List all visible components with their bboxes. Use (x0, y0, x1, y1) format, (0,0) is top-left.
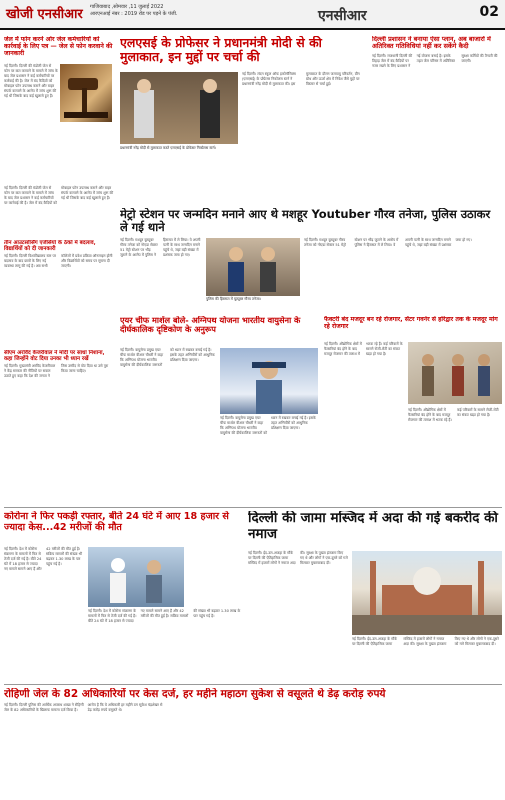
article-body-cont: नई दिल्ली। देश में कोरोना संक्रमण के मामलों में फिर से तेजी दर्ज की गई है। बीते 24 घंटे में 18 हजार से ज्यादा नए मामले सामने आए हैं और 42 मरीजों की मौत हुई है। सक्रिय मामलों की संख्या भी बढ़कर 1.30 लाख के पार पहुंच गई है। (88, 609, 241, 623)
article-body: नई दिल्ली। दिल्ली पुलिस की आर्थिक अपराध शाखा ने रोहिणी जेल के 82 अधिकारियों के खिलाफ मामला दर्ज किया है। आरोप है कि ये अधिकारी हर महीने ठग सुकेश चंद्रशेखर से डेढ़ करोड़ रुपये वसूलते थे। (4, 703, 163, 713)
article-headline: एयर चीफ मार्शल बोले- अग्निपथ योजना भारतीय वायुसेना के दीर्घकालिक दृष्टिकोण के अनुरूप (120, 316, 301, 335)
workers-illustration (408, 342, 502, 404)
photo-caption: पुलिस की हिरासत में यूट्यूबर गौरव तनेजा। (206, 297, 261, 301)
youtuber-photo (206, 238, 300, 296)
modi-meeting-photo (120, 72, 238, 144)
article-headline: तीन आउटसोर्सिंग एजेंसियों के ठेकों में बदलाव, विद्यार्थियों को दी जानकारी (4, 240, 96, 253)
article-body-cont: नई दिल्ली। ईद-उल-अजहा के मौके पर दिल्ली की ऐतिहासिक जामा मस्जिद में हजारों लोगों ने नमाज अदा की। सुरक्षा के पुख्ता इंतजाम किए गए थे और लोगों ने एक-दूसरे को गले मिलकर मुबारकबाद दी। (352, 637, 499, 646)
article-rohini-jail (4, 688, 502, 798)
article-headline: दिल्ली की जामा मस्जिद में अदा की गई बकरीद की नमाज (248, 511, 498, 542)
article-body: नई दिल्ली। राजधानी दिल्ली की तिहाड़ जेल में बंद कैदियों पर नजर रखने के लिए प्रशासन ने नई योजना बनाई है। इसके तहत जेल परिसर में अतिरिक्त सुरक्षा कर्मियों की तैनाती की जाएगी। (372, 53, 498, 68)
workers-photo (408, 342, 502, 404)
people-illustration (206, 238, 300, 296)
article-body: नई दिल्ली। लंदन स्कूल ऑफ इकोनॉमिक्स (एलएसई) के प्रोफेसर निकोलस स्टर्न ने प्रधानमंत्री नरेंद्र मोदी से मुलाकात की। इस मुलाकात के दौरान जलवायु परिवर्तन, ग्रीन ग्रोथ और ऊर्जा क्षेत्र में निवेश जैसे मुद्दों पर विस्तार से चर्चा हुई। (242, 72, 360, 86)
article-headline: एलएसई के प्रोफेसर ने प्रधानमंत्री मोदी से की मुलाकात, इन मुद्दों पर चर्चा की (120, 36, 322, 65)
article-lse-modi (120, 36, 366, 206)
article-headline: मेट्रो स्टेशन पर जन्मदिन मनाने आए थे मशहूर Youtuber गौरव तनेजा, पुलिस उठाकर ले गई थाने (120, 208, 491, 235)
article-corona (4, 511, 242, 681)
page-number: 02 (479, 4, 499, 20)
article-body: नई दिल्ली। मुख्यमंत्री अरविंद केजरीवाल ने केंद्र सरकार की नीतियों पर सवाल उठाते हुए कहा कि देश की जनता ने जिस उम्मीद से वोट दिया था उसे पूरा किया जाना चाहिए। (4, 364, 109, 379)
article-jama-masjid (248, 511, 502, 681)
article-kejriwal (4, 350, 114, 490)
article-body: नई दिल्ली। औद्योगिक क्षेत्रों में फैक्टरियां बंद होने के बाद मजदूर रोजगार की तलाश में भटक रहे हैं। कई परिवारों के सामने रोजी-रोटी का संकट खड़ा हो गया है। (324, 342, 403, 356)
article-jail-phone (4, 36, 114, 236)
article-headline: सीएम अरविंद केजरीवाल ने मोदी पर साधा निशाना, कहा जिन्होंने वोट दिया उनका भी ध्यान रखें (4, 350, 105, 363)
article-headline: दिल्ली प्रशासन ने बनाया ऐसा प्लान, अब बाजारों में अतिरिक्त गतिविधियां नहीं कर सकेंगे कैदी (372, 36, 491, 51)
article-factory-workers (324, 316, 502, 502)
article-body-cont: नई दिल्ली। वायुसेना प्रमुख एयर चीफ मार्शल वीआर चौधरी ने कहा कि अग्निपथ योजना भारतीय वायुसेना की दीर्घकालिक जरूरतों को ध्यान में रखकर बनाई गई है। इसके तहत अग्निवीरों को आधुनिक प्रशिक्षण दिया जाएगा। (220, 416, 316, 435)
article-body: नई दिल्ली। मशहूर यूट्यूबर गौरव तनेजा को नोएडा सेक्टर 51 मेट्रो स्टेशन पर भीड़ जुटाने के आरोप में पुलिस ने हिरासत में ले लिया। वे अपनी पत्नी के साथ जन्मदिन मनाने पहुंचे थे, जहां बड़ी संख्या में प्रशंसक जमा हो गए। (120, 238, 201, 257)
health-worker-illustration (88, 547, 184, 607)
article-body: नई दिल्ली। ईद-उल-अजहा के मौके पर दिल्ली की ऐतिहासिक जामा मस्जिद में हजारों लोगों ने नमाज अदा की। सुरक्षा के पुख्ता इंतजाम किए गए थे और लोगों ने एक-दूसरे को गले मिलकर मुबारकबाद दी। (248, 551, 348, 565)
article-youtuber (120, 208, 502, 312)
article-headline: जेल में फोन करने ओर जेल कर्मचारियों को कार्रवाई के लिए पत्र — जेल से फोन करवाने की जानकारी (4, 36, 113, 58)
article-body-cont: नई दिल्ली। औद्योगिक क्षेत्रों में फैक्टरियां बंद होने के बाद मजदूर रोजगार की तलाश में भटक रहे हैं। कई परिवारों के सामने रोजी-रोटी का संकट खड़ा हो गया है। (408, 408, 499, 422)
article-body: नई दिल्ली। दिल्ली की मंडोली जेल से फोन पर बात करवाने के मामले में जांच के बाद जेल प्रशासन ने कई कर्मचारियों पर कार्रवाई की है। जेल में बंद कैदियों को मोबाइल फोन उपलब्ध कराने और बाहर संपर्क करवाने के आरोप में जांच शुरू की गई थी जिसके बाद कई खुलासे हुए हैं। (4, 64, 58, 98)
meeting-illustration (120, 72, 238, 144)
article-body-cont: नई दिल्ली। दिल्ली की मंडोली जेल से फोन पर बात करवाने के मामले में जांच के बाद जेल प्रशासन ने कई कर्मचारियों पर कार्रवाई की है। जेल में बंद कैदियों को मोबाइल फोन उपलब्ध कराने और बाहर संपर्क करवाने के आरोप में जांच शुरू की गई थी जिसके बाद कई खुलासे हुए हैं। (4, 186, 114, 205)
divider (4, 507, 502, 508)
article-headline: कोरोना ने फिर पकड़ी रफ्तार, बीते 24 घंटे में आए 18 हजार से ज्यादा केस...42 मरीजों की मौत (4, 511, 229, 534)
dateline: गाजियाबाद ,सोमवार ,11 जुलाई 2022 आरएनआई नंबर : 2019 रोड पर पड़ने के पंजी. (90, 4, 178, 17)
section-name: एनसीआर (318, 8, 367, 24)
article-body: नई दिल्ली। दिल्ली विश्वविद्यालय स्तर पर बदलाव के बाद छात्रों के लिए नई व्यवस्था लागू की गई है। अब सभी कॉलेजों में प्रवेश प्रक्रिया ऑनलाइन होगी और विद्यार्थियों को समय पर सूचना दी जाएगी। (4, 254, 113, 269)
newspaper-brand: खोजी एनसीआर (6, 7, 83, 22)
gavel-icon (60, 64, 112, 122)
article-body: नई दिल्ली। देश में कोरोना संक्रमण के मामलों में फिर से तेजी दर्ज की गई है। बीते 24 घंटे में 18 हजार से ज्यादा नए मामले सामने आए हैं और 42 मरीजों की मौत हुई है। सक्रिय मामलों की संख्या भी बढ़कर 1.30 लाख के पार पहुंच गई है। (4, 547, 83, 571)
article-body-cont: नई दिल्ली। मशहूर यूट्यूबर गौरव तनेजा को नोएडा सेक्टर 51 मेट्रो स्टेशन पर भीड़ जुटाने के आरोप में पुलिस ने हिरासत में ले लिया। वे अपनी पत्नी के साथ जन्मदिन मनाने पहुंचे थे, जहां बड़ी संख्या में प्रशंसक जमा हो गए। (304, 238, 472, 247)
article-headline: रोहिणी जेल के 82 अधिकारियों पर केस दर्ज, हर महीने महाठग सुकेश से वसूलते थे डेढ़ करोड़ रुपये (4, 688, 386, 700)
masthead (0, 0, 505, 30)
photo-caption: प्रधानमंत्री नरेंद्र मोदी से मुलाकात करते एलएसई के प्रोफेसर निकोलस स्टर्न। (120, 146, 216, 150)
article-tihar (372, 36, 502, 196)
article-outsourcing (4, 240, 114, 344)
article-air-chief (120, 316, 320, 502)
article-headline: फैक्टरी बंद मजदूर बन रहे रोजगार, सेंटर गवर्नर से हरिद्वार तक के मजदूर मांग रहे रोजगार (324, 316, 498, 331)
divider (4, 684, 502, 685)
mosque-illustration (352, 551, 502, 635)
officer-illustration (220, 348, 318, 414)
jama-masjid-photo (352, 551, 502, 635)
gavel-photo (60, 64, 112, 122)
covid-test-photo (88, 547, 184, 607)
air-chief-photo (220, 348, 318, 414)
article-body: नई दिल्ली। वायुसेना प्रमुख एयर चीफ मार्शल वीआर चौधरी ने कहा कि अग्निपथ योजना भारतीय वायुसेना की दीर्घकालिक जरूरतों को ध्यान में रखकर बनाई गई है। इसके तहत अग्निवीरों को आधुनिक प्रशिक्षण दिया जाएगा। (120, 348, 215, 367)
